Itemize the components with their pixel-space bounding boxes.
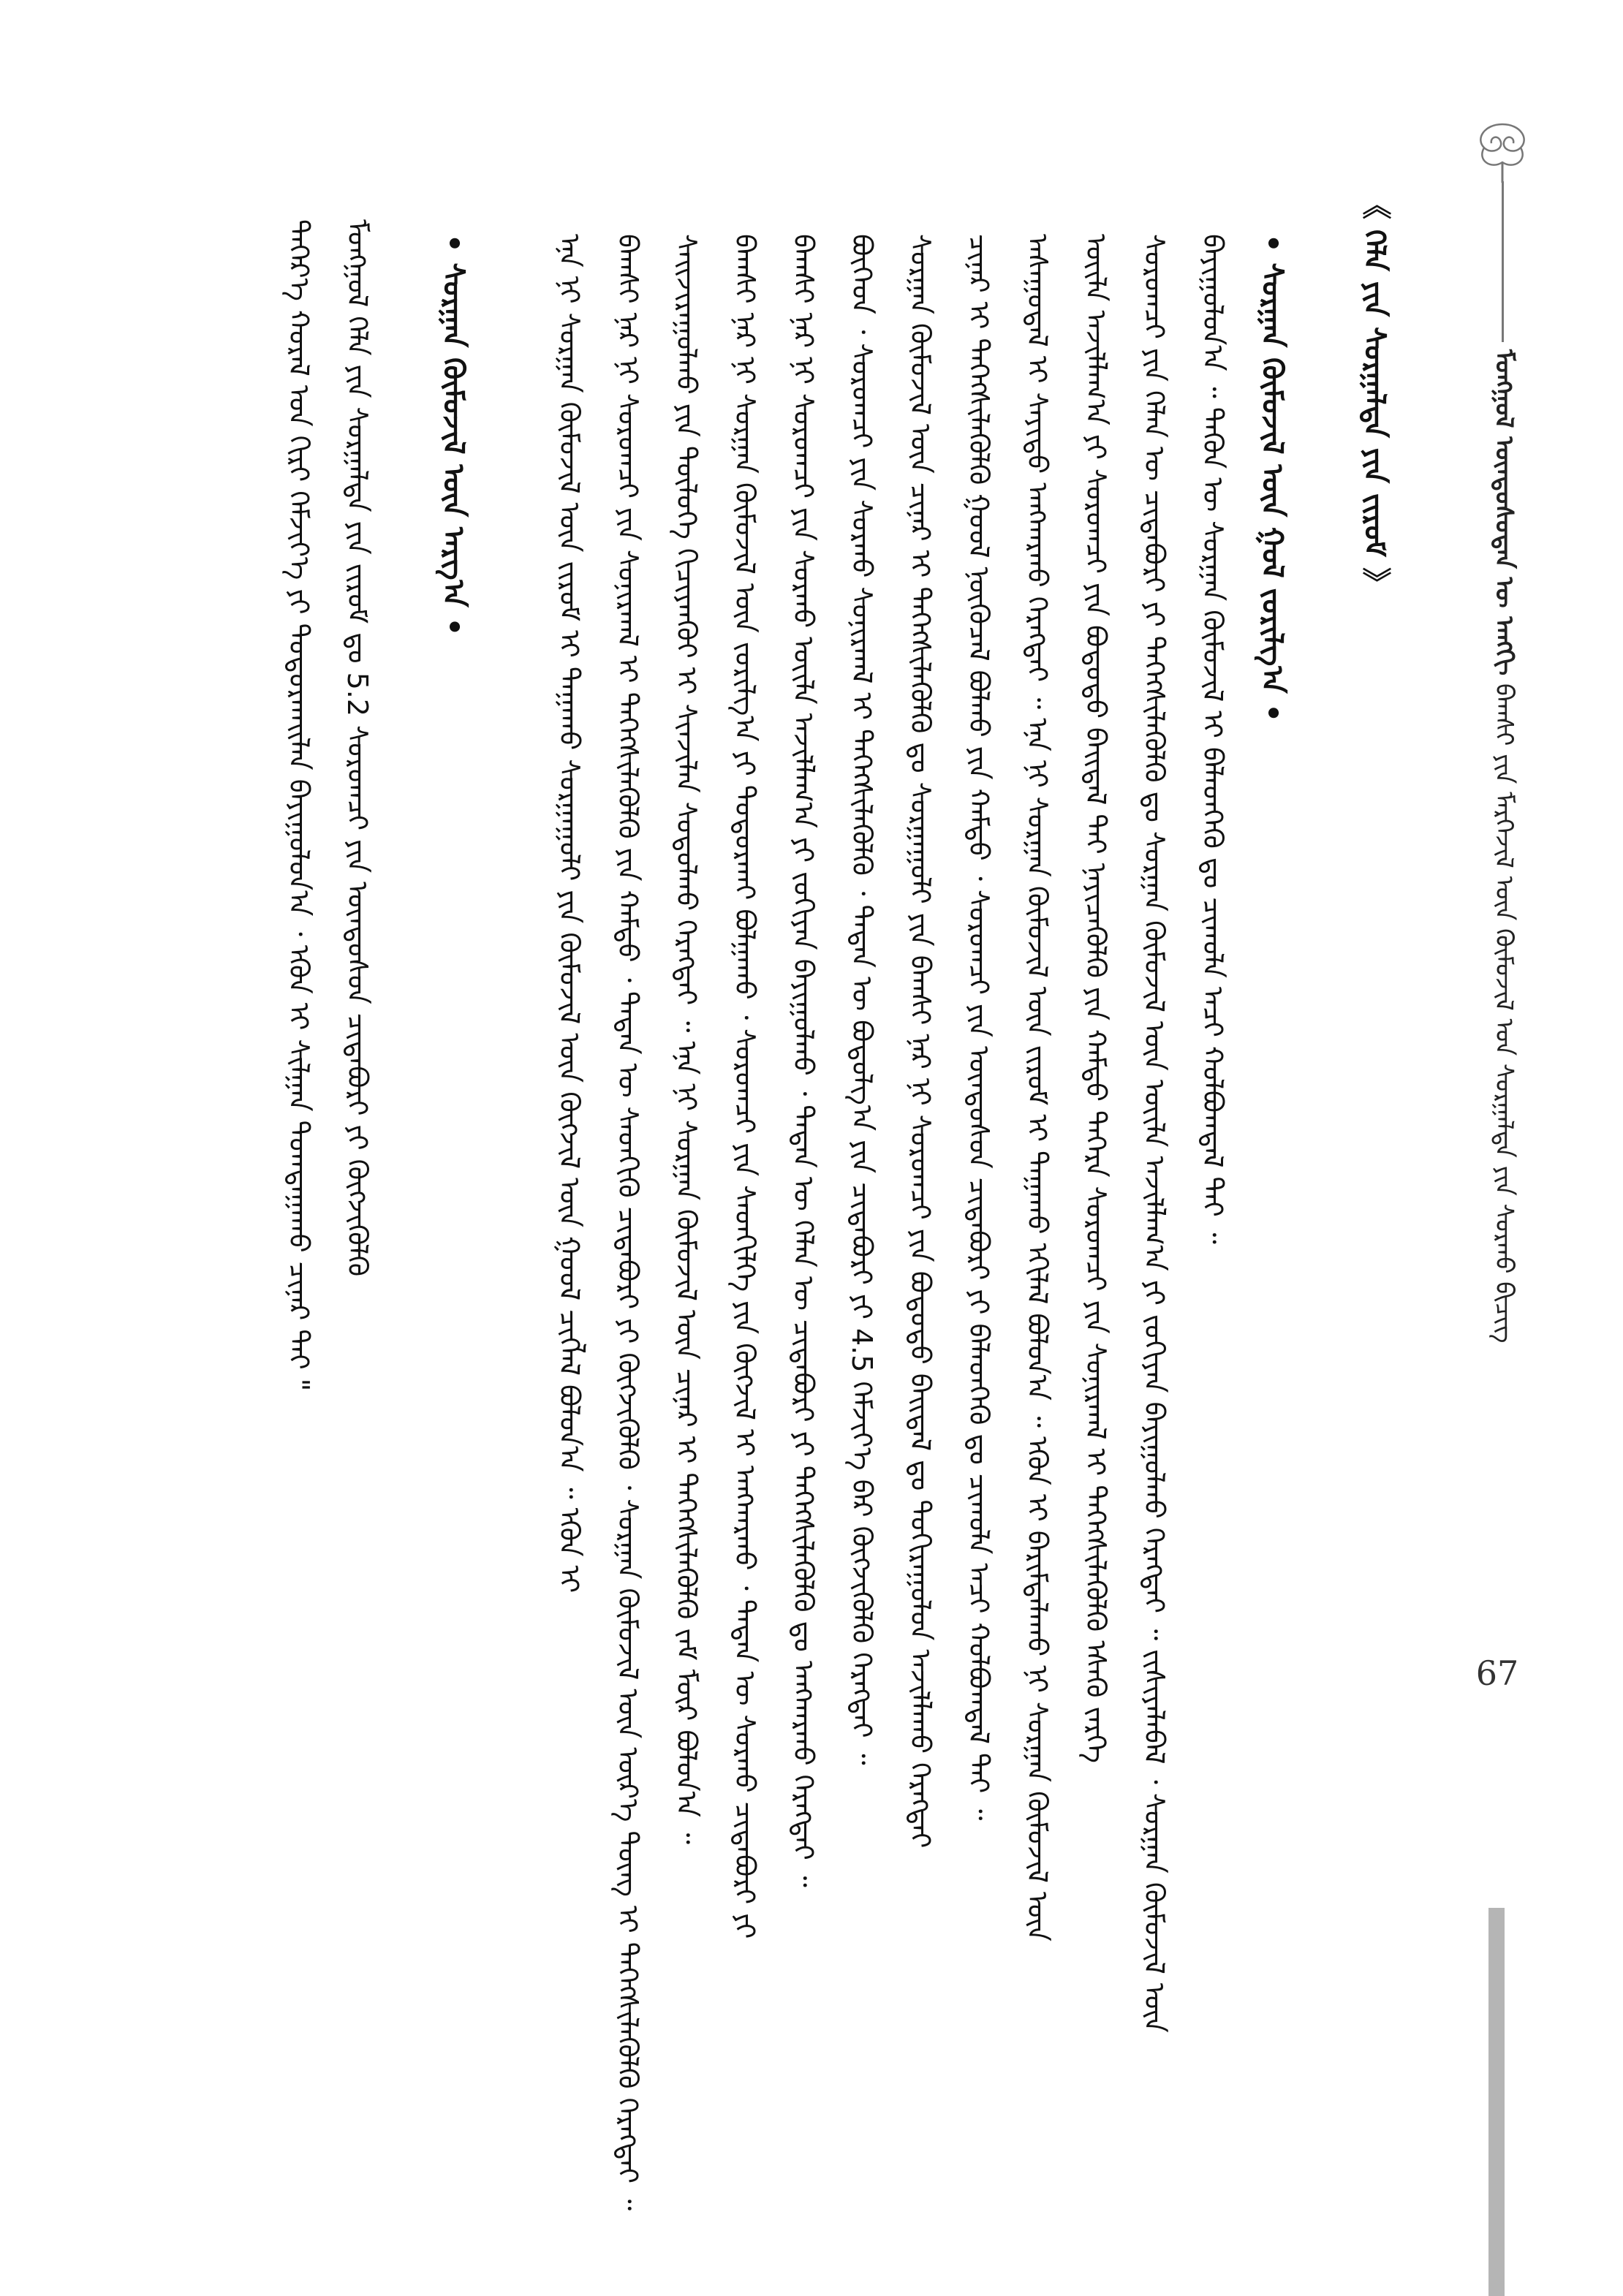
close-guillemet: 》 xyxy=(1358,567,1391,596)
ornament-icon xyxy=(1462,117,1543,183)
paragraph-line: ᠴᠢᠨᠠᠷ ᠢ ᠳᠡᠭᠡᠭᠰᠢᠯᠡᠭᠦᠯᠬᠦ ᠭᠣᠤᠯ ᠨᠥᠬᠦᠴᠡᠯ ᠪᠣᠯᠬᠤ ᠶᠢᠨ ᠬᠠᠮᠲᠤ ᠂ ᠰᠤᠷᠤᠭᠴᠢ ᠶᠢᠨ ᠦᠨᠳᠦᠰᠦᠨ ᠴᠢᠳᠠᠪᠤᠷᠢ ᠶᠢ ᠪᠡᠯᠡᠳᠬᠡᠬᠦ ᠳᠤ ᠴᠢᠬᠤᠯᠠ ᠠᠴᠢ ᠬᠣᠯᠪᠣᠭᠳᠠᠯ ᠲᠠᠢ ᠃ xyxy=(963,234,995,1821)
paragraph-line: ᠪᠠᠭᠰᠢ ᠨᠠᠷ ᠨᠢ ᠰᠤᠷᠤᠭᠴᠢ ᠶᠢᠨ ᠰᠤᠷᠬᠤ ᠦᠢᠯᠡ ᠠᠵᠢᠯᠯᠠᠭ᠎ᠠ ᠶᠢ ᠵᠣᠬᠢᠶᠠᠨ ᠪᠠᠶᠢᠭᠤᠯᠬᠤ ᠂ ᠲᠡᠳᠡᠨ ᠦ ᠬᠡᠯᠡᠨ ᠦ ᠴᠢᠳᠠᠪᠤᠷᠢ ᠶᠢ ᠳᠡᠭᠡᠭᠰᠢᠯᠡᠭᠦᠯᠬᠦ ᠳᠤ ᠠᠩᠬᠠᠷᠬᠤ ᠬᠡᠷᠡᠭᠲᠡᠢ ᠃ xyxy=(787,234,820,1887)
paragraph-line: ᠪᠠᠭᠰᠢ ᠨᠠᠷ ᠨᠢ ᠰᠤᠷᠭᠠᠨ ᠬᠦᠮᠦᠵᠢᠯ ᠦᠨ ᠵᠣᠷᠢᠯᠭ᠎ᠠ ᠶᠢ ᠲᠣᠳᠣᠷᠬᠠᠢ ᠪᠣᠯᠭᠠᠬᠤ ᠂ ᠰᠤᠷᠤᠭᠴᠢ ᠶᠢᠨ ᠰᠡᠳᠬᠢᠯᠭᠡ ᠶᠢᠨ ᠬᠥᠭᠵᠢᠯ ᠢ ᠠᠩᠬᠠᠷᠬᠤ ᠂ ᠲᠡᠳᠡᠨ ᠦ ᠰᠤᠷᠬᠤ ᠴᠢᠳᠠᠪᠤᠷᠢ ᠶᠢ xyxy=(729,234,761,1939)
paragraph-line: ᠪᠠᠭᠰᠢ ᠨᠠᠷ ᠨᠢ ᠰᠤᠷᠤᠭᠴᠢ ᠶᠢᠨ ᠰᠣᠨᠢᠷᠬᠠᠯ ᠢ ᠳᠡᠭᠡᠭᠰᠢᠯᠡᠭᠦᠯᠬᠦ ᠶᠢᠨ ᠬᠠᠮᠲᠤ ᠂ ᠲᠡᠳᠡᠨ ᠦ ᠰᠡᠳᠬᠢᠬᠦ ᠴᠢᠳᠠᠪᠤᠷᠢ ᠶᠢ ᠬᠥᠭᠵᠢᠭᠦᠯᠬᠦ ᠂ ᠰᠤᠷᠭᠠᠨ ᠬᠦᠮᠦᠵᠢᠯ ᠦᠨ ᠦᠷ᠎ᠡ ᠳᠦᠩ ᠢ ᠳᠡᠭᠡᠭᠰᠢᠯᠡᠭᠦᠯᠬᠦ ᠬᠡᠷᠡᠭᠲᠡᠢ ᠃ xyxy=(612,234,644,2211)
open-guillemet: 《 xyxy=(1358,190,1391,219)
paragraph-line: ᠪᠥᠭᠡᠳ ᠂ ᠰᠤᠷᠤᠭᠴᠢ ᠶᠢᠨ ᠰᠤᠷᠬᠤ ᠰᠣᠨᠢᠷᠬᠠᠯ ᠢ ᠳᠡᠭᠡᠭᠰᠢᠯᠡᠭᠦᠯᠬᠦ ᠂ ᠲᠡᠳᠡᠨ ᠦ ᠪᠣᠳᠣᠯᠭ᠎ᠠ ᠶᠢᠨ ᠴᠢᠳᠠᠪᠤᠷᠢ ᠶᠢ 4.5 ᠬᠡᠮᠵᠢᠶ᠎ᠡ ᠪᠡᠷ ᠬᠦᠭᠵᠢᠭᠦᠯᠬᠦ ᠬᠡᠷᠡᠭᠲᠡᠢ ᠃ xyxy=(846,234,878,1765)
quote-line: ᠮᠣᠩᠭᠣᠯ ᠬᠡᠯᠡ ᠶᠢᠨ ᠰᠤᠷᠭᠠᠯᠲᠠ ᠶᠢᠨ ᠵᠢᠷᠤᠮ ᠳᠤ 5.2 ᠰᠤᠷᠤᠭᠴᠢ ᠶᠢᠨ ᠦᠨᠳᠦᠰᠦᠨ ᠴᠢᠳᠠᠪᠤᠷᠢ ᠶᠢ ᠬᠥᠭᠵᠢᠭᠦᠯᠬᠦ xyxy=(341,219,374,1277)
page-number: 67 xyxy=(1475,1653,1519,1693)
running-head xyxy=(1491,349,1516,1343)
paragraph-line: ᠰᠠᠢᠵᠢᠷᠠᠭᠤᠯᠬᠤ ᠶᠢᠨ ᠲᠥᠯᠥᠭᠡ ᠬᠢᠴᠢᠶᠡᠨᠭᠦᠶ ᠢ ᠰᠢᠨᠵᠢᠯᠡᠨ ᠰᠤᠳᠤᠯᠬᠤ ᠬᠡᠷᠡᠭᠲᠡᠢ ᠃ ᠡᠨᠡ ᠨᠢ ᠰᠤᠷᠭᠠᠨ ᠬᠦᠮᠦᠵᠢᠯ ᠦᠨ ᠴᠢᠨᠠᠷ ᠢ ᠳᠡᠭᠡᠭᠰᠢᠯᠡᠭᠦᠯᠬᠦ ᠵᠠᠮ ᠮᠥᠷ ᠪᠣᠯᠤᠨ᠎ᠠ ᠃ xyxy=(670,234,703,1844)
section-heading-1: • ᠰᠤᠷᠭᠠᠨ ᠬᠦᠮᠦᠵᠢᠯ ᠦᠨ ᠭᠣᠯ ᠵᠣᠷᠢᠯᠭ᠎ᠠ • xyxy=(1255,234,1289,723)
paragraph-line: ᠰᠤᠷᠤᠭᠴᠢ ᠶᠢᠨ ᠬᠡᠯᠡᠨ ᠦ ᠴᠢᠳᠠᠪᠤᠷᠢ ᠶᠢ ᠳᠡᠭᠡᠭᠰᠢᠯᠡᠭᠦᠯᠬᠦ ᠳᠤ ᠰᠤᠷᠭᠠᠨ ᠬᠦᠮᠦᠵᠢᠯ ᠦᠨ ᠦᠢᠯᠡ ᠠᠵᠢᠯᠯᠠᠭ᠎ᠠ ᠶᠢ ᠵᠣᠬᠢᠶᠠᠨ ᠪᠠᠶᠢᠭᠤᠯᠬᠤ ᠬᠡᠷᠡᠭᠲᠡᠢ ᠃ ᠵᠢᠱᠢᠶᠡᠯᠡᠪᠡᠯ ᠂ ᠰᠤᠷᠭᠠᠨ ᠬᠦᠮᠦᠵᠢᠯ ᠦᠨ xyxy=(1138,234,1170,2033)
header-rule xyxy=(1502,181,1504,342)
book-title-heading xyxy=(1360,190,1389,596)
paragraph-line: ᠰᠤᠷᠭᠠᠨ ᠬᠦᠮᠦᠵᠢᠯ ᠦᠨ ᠴᠢᠨᠠᠷ ᠢ ᠳᠡᠭᠡᠭᠰᠢᠯᠡᠭᠦᠯᠬᠦ ᠳᠤ ᠰᠤᠷᠭᠠᠭᠤᠯᠢ ᠶᠢᠨ ᠪᠠᠭᠰᠢ ᠨᠠᠷ ᠨᠢ ᠰᠤᠷᠤᠭᠴᠢ ᠶᠢᠨ ᠪᠣᠳᠤᠲᠤ ᠪᠠᠢᠳᠠᠯ ᠳᠤ ᠲᠣᠬᠢᠷᠠᠭᠤᠯᠤᠨ ᠠᠵᠢᠯᠯᠠᠬᠤ ᠬᠡᠷᠡᠭᠲᠡᠢ xyxy=(904,234,937,1849)
book-title-text: ᠬᠡᠯᠡ ᠶᠢᠨ ᠰᠤᠷᠭᠠᠯᠲᠠ ᠶᠢᠨ ᠵᠢᠷᠤᠮ xyxy=(1358,229,1391,557)
paragraph-line: ᠡᠨᠡ ᠨᠢ ᠰᠤᠷᠭᠠᠨ ᠬᠦᠮᠦᠵᠢᠯ ᠦᠨ ᠵᠢᠷᠤᠮ ᠢ ᠳᠠᠭᠠᠬᠤ ᠰᠤᠷᠭᠠᠭᠤᠯᠢ ᠶᠢᠨ ᠬᠦᠮᠦᠵᠢᠯ ᠦᠨ ᠬᠥᠭᠵᠢᠯ ᠦᠨ ᠭᠣᠤᠯ ᠴᠢᠭᠯᠡᠯ ᠪᠣᠯᠤᠨ᠎ᠠ ᠃ ᠡᠭᠦᠨ ᠢ xyxy=(553,234,586,1594)
paragraph-line: ᠦᠢᠯᠡ ᠠᠵᠢᠯᠯᠠᠭ᠎ᠠ ᠶᠢ ᠰᠤᠷᠤᠭᠴᠢ ᠶᠢᠨ ᠪᠣᠳᠤᠲᠤ ᠪᠠᠢᠳᠠᠯ ᠲᠠᠢ ᠨᠡᠶᠢᠴᠡᠭᠦᠯᠬᠦ ᠶᠢᠨ ᠬᠠᠮᠲᠤ ᠳᠡᠭᠡᠷᠡ ᠰᠤᠷᠤᠭᠴᠢ ᠶᠢᠨ ᠰᠣᠨᠢᠷᠬᠠᠯ ᠢ ᠳᠡᠭᠡᠭᠰᠢᠯᠡᠭᠦᠯᠬᠦ ᠡᠰᠡᠬᠦ ᠵᠡᠷᠭᠡ xyxy=(1080,234,1112,1764)
quote-line: ᠳᠡᠭᠡᠷ᠎ᠡ ᠬᠤᠷᠠᠯ ᠤᠨ ᠬᠢᠷᠢ ᠬᠡᠮᠵᠢᠶ᠎ᠡ ᠶᠢ ᠲᠣᠳᠣᠷᠬᠠᠢᠯᠠᠨ ᠪᠠᠶᠢᠭᠤᠯᠤᠨ᠎ᠠ ᠂ ᠡᠭᠦᠨ ᠢ ᠰᠢᠯᠭᠠᠨ ᠲᠣᠭᠲᠠᠭᠠᠬᠤ ᠴᠢᠨᠠᠷ ᠲᠠᠢ " xyxy=(283,219,315,1392)
running-head-emphasis: ᠮᠣᠩᠭᠣᠯ ᠦᠨᠳᠦᠰᠦᠲᠡᠨ ᠦ ᠠᠩᠭᠢ xyxy=(1489,349,1518,676)
section-heading-2: • ᠰᠤᠷᠭᠠᠨ ᠬᠦᠮᠦᠵᠢᠯ ᠦᠨ ᠠᠷᠭ᠎ᠠ • xyxy=(436,234,470,637)
page-edge-bar xyxy=(1488,1908,1505,2296)
paragraph-line: ᠪᠠᠶᠢᠭᠤᠯᠤᠨ᠎ᠠ ᠃ ᠲᠡᠭᠦᠨ ᠦ ᠰᠤᠷᠭᠠᠨ ᠬᠦᠮᠦᠵᠢᠯ ᠢ ᠪᠡᠯᠡᠳᠬᠡᠬᠦ ᠳᠤ ᠴᠢᠬᠤᠯᠠ ᠠᠴᠢ ᠬᠣᠯᠪᠣᠭᠳᠠᠯ ᠲᠠᠢ ᠃ xyxy=(1197,234,1229,1244)
paragraph-line: ᠠᠰᠠᠭᠤᠳᠠᠯ ᠢ ᠰᠠᠶᠢᠲᠤ ᠠᠩᠬᠠᠷᠬᠤ ᠬᠡᠷᠡᠭᠲᠡᠢ ᠃ ᠡᠨᠡ ᠨᠢ ᠰᠤᠷᠭᠠᠨ ᠬᠦᠮᠦᠵᠢᠯ ᠦᠨ ᠵᠢᠷᠤᠮ ᠢ ᠳᠠᠭᠠᠬᠤ ᠡᠬᠢᠯᠡᠯ ᠪᠣᠯᠤᠨ᠎ᠠ ᠃ ᠡᠭᠦᠨ ᠢ ᠪᠠᠷᠢᠮᠲᠠᠯᠠᠬᠤ ᠨᠢ ᠰᠤᠷᠭᠠᠨ ᠬᠦᠮᠦᠵᠢᠯ ᠦᠨ xyxy=(1021,234,1053,1941)
running-head-rest: ᠪᠠᠭᠰᠢ ᠶᠢᠨ ᠮᠡᠷᠭᠡᠵᠢᠯ ᠦᠨ ᠬᠦᠮᠦᠵᠢᠯ ᠤᠨ ᠰᠤᠷᠭᠠᠯᠲᠠ ᠶᠢᠨ ᠰᠤᠷᠬᠤ ᠪᠢᠴᠢᠭ xyxy=(1489,683,1518,1344)
